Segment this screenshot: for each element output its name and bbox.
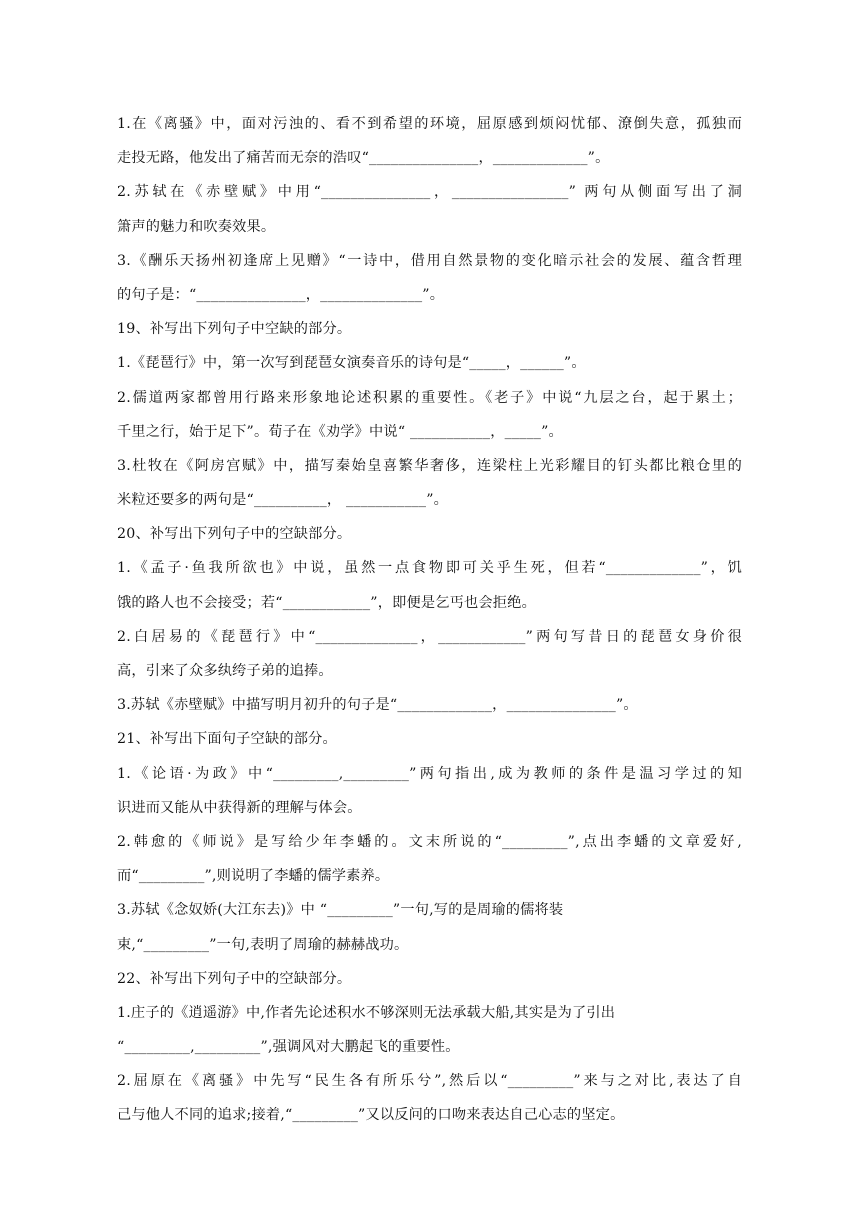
text-line: 而“_________”,则说明了李蟠的儒学素养。 [117,868,390,885]
section-heading: 22、补写出下列句子中的空缺部分。 [117,970,352,987]
text-line: 己与他人不同的追求;接着,“_________”又以反问的口吻来表达自己心志的坚定。 [117,1107,625,1124]
text-line: 2.白居易的《琵琶行》中“______________，____________”两句写昔日的琵琶女身价很 [117,628,742,645]
text-line: “_________,_________”,强调风对大鹏起飞的重要性。 [117,1039,460,1056]
section-heading: 21、补写出下面句子空缺的部分。 [117,731,337,748]
text-line: 3.《酬乐天扬州初逢席上见赠》“一诗中，借用自然景物的变化暗示社会的发展、蕴含哲理 [117,252,742,269]
text-line: 1.《论语·为政》中“_________,_________”两句指出,成为教师的条件是温习学过的知 [117,765,742,782]
text-line: 2.屈原在《离骚》中先写“民生各有所乐兮”,然后以“_________”来与之对比,表达了自 [117,1073,742,1090]
text-line: 3.苏轼《赤壁赋》中描写明月初升的句子是“_____________，_______________”。 [117,697,638,714]
text-line: 米粒还要多的两句是“__________， ___________”。 [117,492,449,509]
text-line: 饿的路人也不会接受；若“____________”，即便是乞丐也会拒绝。 [117,594,536,611]
text-line: 1.《琵琶行》中，第一次写到琵琶女演奏音乐的诗句是“_____，______”。 [117,355,586,372]
text-line: 3.杜牧在《阿房宫赋》中，描写秦始皇喜繁华奢侈，连梁柱上光彩耀目的钉头都比粮仓里的 [117,457,742,474]
text-line: 1.在《离骚》中，面对污浊的、看不到希望的环境，屈原感到烦闷忧郁、潦倒失意，孤独而 [117,116,742,132]
text-line: 2.苏轼在《赤壁赋》中用“_______________，________________” 两句从侧面写出了洞 [117,184,742,201]
text-line: 高，引来了众多纨绔子弟的追捧。 [117,663,333,679]
section-heading: 20、补写出下列句子中的空缺部分。 [117,526,352,543]
section-heading: 19、补写出下列句子中空缺的部分。 [117,321,352,338]
text-line: 走投无路，他发出了痛苦而无奈的浩叹“_______________，_____________”。 [117,150,610,167]
text-line: 2.儒道两家都曾用行路来形象地论述积累的重要性。《老子》中说“九层之台，起于累土； [117,389,742,406]
document-body [117,107,742,1133]
text-line: 1.《孟子·鱼我所欲也》中说，虽然一点食物即可关乎生死，但若“_____________”，饥 [117,560,742,577]
text-line: 识进而又能从中获得新的理解与体会。 [117,799,362,816]
text-line: 箫声的魅力和吹奏效果。 [117,218,276,235]
text-line: 的句子是：“_______________，______________”。 [117,286,445,303]
text-line: 束,“_________”一句,表明了周瑜的赫赫战功。 [117,936,409,953]
text-line: 千里之行，始于足下”。荀子在《劝学》中说“ ___________，_____”。 [117,423,563,440]
text-line: 1.庄子的《逍遥游》中,作者先论述积水不够深则无法承载大船,其实是为了引出 [117,1004,616,1021]
text-line: 3.苏轼《念奴娇(大江东去)》中 “_________”一句,写的是周瑜的儒将装 [117,902,564,919]
text-line: 2.韩愈的《师说》是写给少年李蟠的。文末所说的“_________”,点出李蟠的文章爱好, [117,833,742,850]
